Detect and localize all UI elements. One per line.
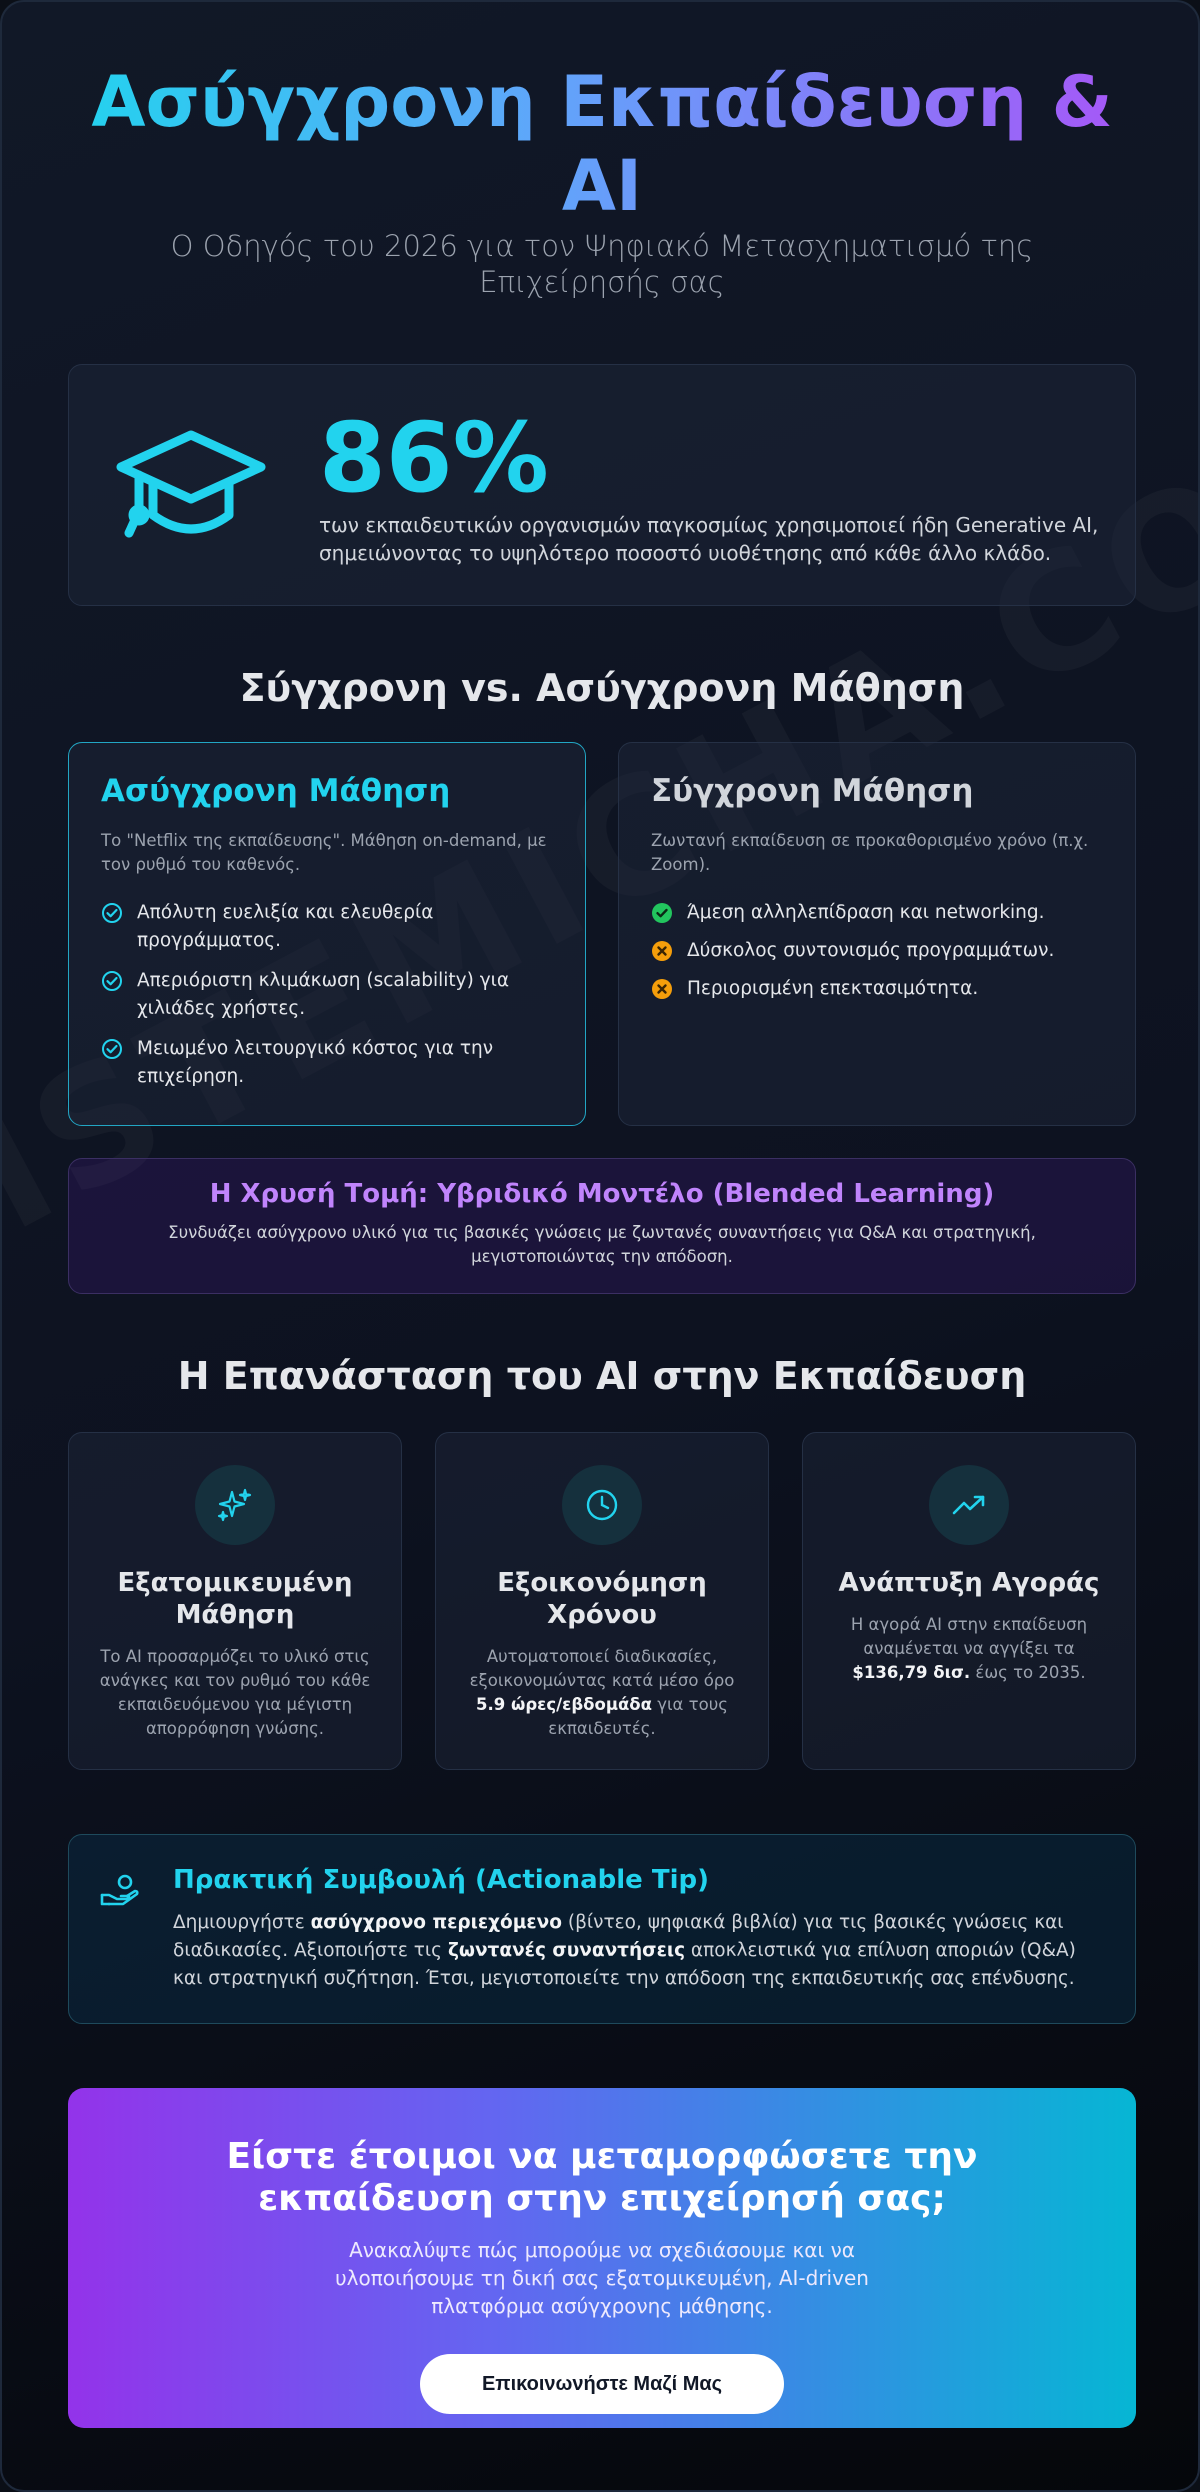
blended-text: Συνδυάζει ασύγχρονο υλικό για τις βασικές γνώσεις με ζωντανές συναντήσεις για Q&A και στρατηγική, μεγιστοποιώντας την απόδοση. [168, 1223, 1036, 1266]
check-circle-icon [101, 1038, 123, 1060]
ai-card-text: Αυτοματοποιεί διαδικασίες, εξοικονομώντας κατά μέσο όρο 5.9 ώρες/εβδομάδα για τους εκπαιδευτές. [469, 1647, 735, 1738]
ai-card-personalized [68, 1432, 402, 1770]
check-circle-icon [651, 902, 673, 924]
cta-banner [68, 2088, 1136, 2428]
ai-card-icon-wrap [929, 1465, 1009, 1545]
list-item [101, 899, 553, 955]
async-learning-card [68, 742, 586, 1126]
sync-card-subtitle: Ζωντανή εκπαίδευση σε προκαθορισμένο χρόνο (π.χ. Zoom). [651, 831, 1089, 874]
contact-us-button[interactable]: Επικοινωνήστε Μαζί Μας [420, 2354, 784, 2414]
blended-learning-banner [68, 1158, 1136, 1294]
check-circle-icon [101, 902, 123, 924]
list-item-text: Απεριόριστη κλιμάκωση (scalability) για χιλιάδες χρήστες. [137, 970, 510, 1019]
actionable-tip-card [68, 1834, 1136, 2024]
ai-card-title: Εξατομικευμένη Μάθηση [117, 1568, 353, 1630]
ai-card-icon-wrap [195, 1465, 275, 1545]
comparison-title: Σύγχρονη vs. Ασύγχρονη Μάθηση [239, 666, 965, 710]
cta-title: Είστε έτοιμοι να μεταμορφώσετε την εκπαίδευση στην επιχείρησή σας; [226, 2136, 978, 2219]
list-item [101, 1035, 553, 1091]
stat-description: των εκπαιδευτικών οργανισμών παγκοσμίως χρησιμοποιεί ήδη Generative AI, σημειώνοντας το υψηλότερο ποσοστό υιοθέτησης από κάθε άλλο κλάδο. [319, 513, 1099, 565]
cta-text: Ανακαλύψτε πώς μπορούμε να σχεδιάσουμε και να υλοποιήσουμε τη δική σας εξατομικευμένη, AI-driven πλατφόρμα ασύγχρονης μάθησης. [335, 2238, 869, 2318]
async-card-title: Ασύγχρονη Μάθηση [101, 773, 451, 809]
tip-text: Δημιουργήστε ασύγχρονο περιεχόμενο (βίντεο, ψηφιακά βιβλία) για τις βασικές γνώσεις και διαδικασίες. Αξιοποιήστε τις ζωντανές συναντήσεις αποκλειστικά για επίλυση αποριών (Q&A) και στρατηγική συζήτηση. Έτσι, μεγιστοποιείτε την απόδοση της εκπαιδευτικής σας επένδυσης. [173, 1912, 1076, 1989]
ai-card-text: Το AI προσαρμόζει το υλικό στις ανάγκες και τον ρυθμό του κάθε εκπαιδευόμενου για μέγιστη απορρόφηση γνώσης. [99, 1647, 371, 1738]
graduation-cap-icon [111, 417, 271, 557]
async-benefits-list [101, 899, 553, 1091]
ai-card-text: Η αγορά AI στην εκπαίδευση αναμένεται να αγγίξει τα $136,79 δισ. έως το 2035. [850, 1615, 1088, 1682]
sync-points-list [651, 899, 1103, 1003]
list-item [651, 937, 1103, 965]
x-circle-icon [651, 940, 673, 962]
check-circle-icon [101, 970, 123, 992]
ai-card-market-growth [802, 1432, 1136, 1770]
clock-icon [584, 1487, 620, 1523]
list-item [101, 967, 553, 1023]
list-item [651, 975, 1103, 1003]
sync-learning-card [618, 742, 1136, 1126]
list-item-text: Δύσκολος συντονισμός προγραμμάτων. [687, 940, 1055, 961]
list-item-text: Άμεση αλληλεπίδραση και networking. [687, 902, 1045, 923]
stat-card [68, 364, 1136, 606]
hand-coin-icon [99, 1873, 141, 1909]
tip-title: Πρακτική Συμβουλή (Actionable Tip) [173, 1865, 709, 1895]
async-card-subtitle: Το "Netflix της εκπαίδευσης". Μάθηση on-demand, με τον ρυθμό του καθενός. [101, 831, 547, 874]
ai-section-title: Η Επανάσταση του AI στην Εκπαίδευση [177, 1354, 1027, 1398]
ai-card-title: Ανάπτυξη Αγοράς [838, 1568, 1100, 1598]
ai-card-title: Εξοικονόμηση Χρόνου [497, 1568, 707, 1630]
stat-value: 86% [319, 402, 549, 514]
list-item [651, 899, 1103, 927]
list-item-text: Περιορισμένη επεκτασιμότητα. [687, 978, 979, 999]
trending-up-icon [950, 1486, 988, 1524]
sparkles-icon [216, 1486, 254, 1524]
ai-card-icon-wrap [562, 1465, 642, 1545]
list-item-text: Μειωμένο λειτουργικό κόστος για την επιχείρηση. [137, 1038, 494, 1087]
list-item-text: Απόλυτη ευελιξία και ελευθερία προγράμματος. [137, 902, 434, 951]
blended-title: Η Χρυσή Τομή: Υβριδικό Μοντέλο (Blended Learning) [209, 1179, 995, 1209]
page-title: Ασύγχρονη Εκπαίδευση & AI [62, 60, 1142, 228]
x-circle-icon [651, 978, 673, 1000]
page-subtitle: Ο Οδηγός του 2026 για τον Ψηφιακό Μετασχηματισμό της Επιχείρησής σας [170, 229, 1034, 299]
ai-card-time-saving [435, 1432, 769, 1770]
sync-card-title: Σύγχρονη Μάθηση [651, 773, 974, 809]
